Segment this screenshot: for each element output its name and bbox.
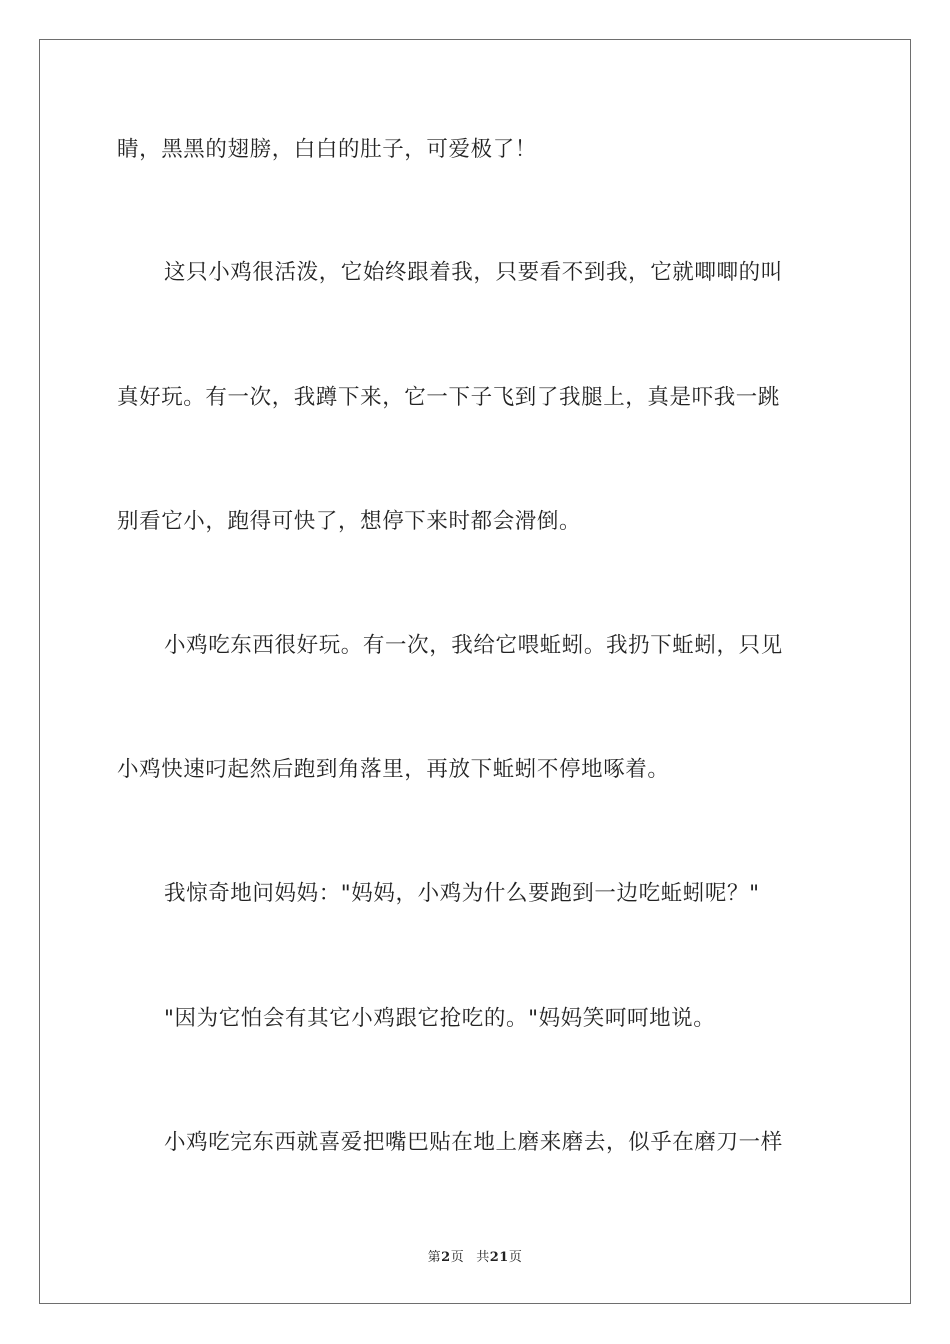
footer-total-suffix: 页: [508, 1250, 523, 1265]
text-line-7: 我惊奇地问妈妈："妈妈，小鸡为什么要跑到一边吃蚯蚓呢？": [164, 881, 760, 906]
page-border: [39, 39, 911, 1304]
text-line-1: 睛，黑黑的翅膀，白白的肚子，可爱极了！: [117, 137, 537, 162]
footer-total-pages: 21: [489, 1250, 509, 1265]
footer-total-prefix: 共: [476, 1250, 490, 1265]
text-line-9: 小鸡吃完东西就喜爱把嘴巴贴在地上磨来磨去，似乎在磨刀一样: [164, 1130, 783, 1155]
page-footer: [0, 1246, 950, 1265]
text-line-4: 别看它小，跑得可快了，想停下来时都会滑倒。: [117, 509, 582, 534]
text-line-8: "因为它怕会有其它小鸡跟它抢吃的。"妈妈笑呵呵地说。: [164, 1006, 716, 1031]
text-line-6: 小鸡快速叼起然后跑到角落里，再放下蚯蚓不停地啄着。: [117, 757, 670, 782]
footer-page-prefix: 第: [427, 1250, 442, 1265]
text-line-2: 这只小鸡很活泼，它始终跟着我，只要看不到我，它就唧唧的叫: [164, 260, 783, 285]
footer-page-suffix: 页: [450, 1250, 465, 1265]
footer-page-number: 2: [441, 1250, 451, 1265]
text-line-5: 小鸡吃东西很好玩。有一次，我给它喂蚯蚓。我扔下蚯蚓，只见: [164, 633, 783, 658]
text-line-3: 真好玩。有一次，我蹲下来，它一下子飞到了我腿上，真是吓我一跳: [117, 385, 781, 410]
